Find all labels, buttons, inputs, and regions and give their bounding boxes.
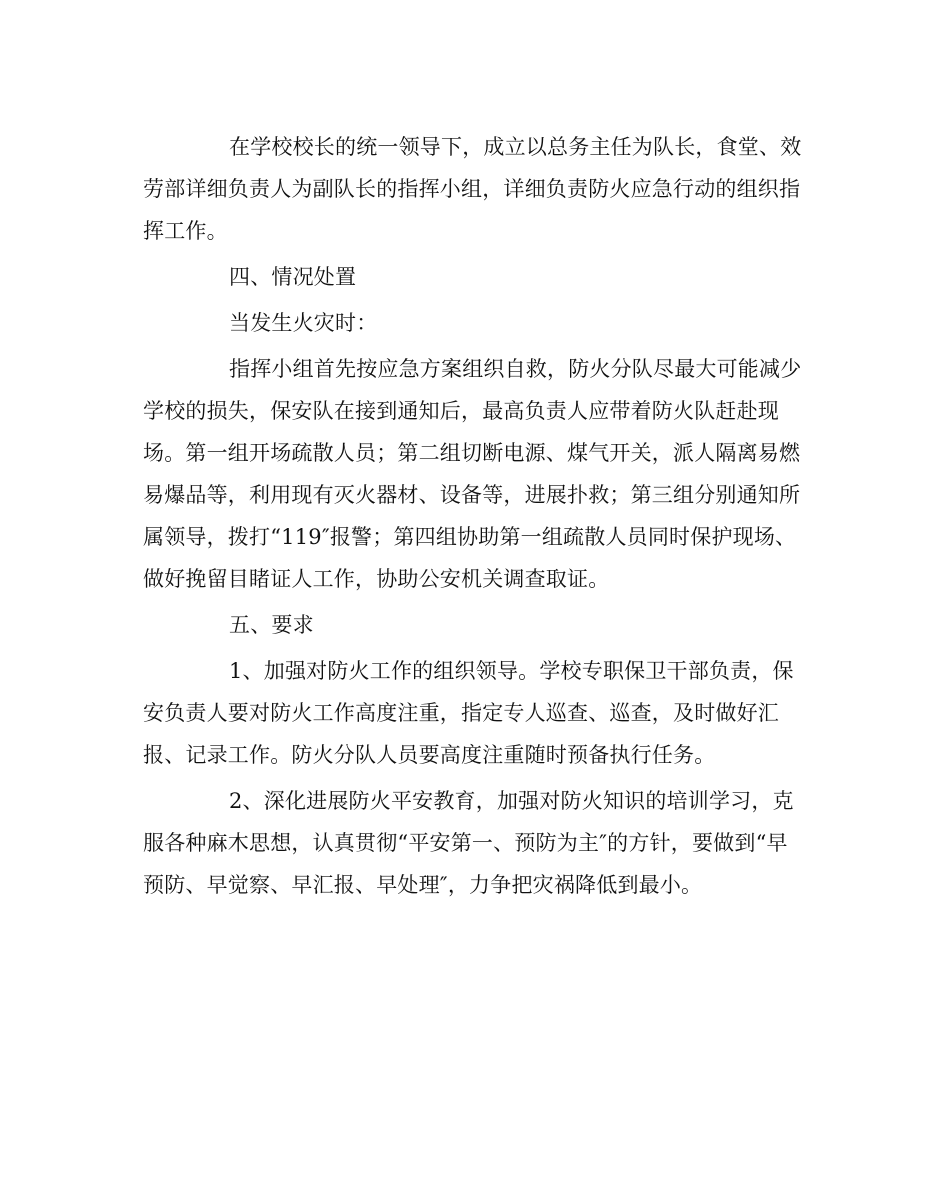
paragraph-command-group: 在学校校长的统一领导下，成立以总务主任为队长，食堂、效劳部详细负责人为副队长的指挥小组，详细负责防火应急行动的组织指挥工作。 — [143, 135, 802, 243]
section-heading-requirements: 五、要求 — [229, 613, 314, 637]
section-heading-situation-handling: 四、情况处置 — [229, 265, 357, 289]
paragraph-requirement-1: 1、加强对防火工作的组织领导。学校专职保卫干部负责，保安负责人要对防火工作高度注重，指定专人巡查、巡查，及时做好汇报、记录工作。防火分队人员要高度注重随时预备执行任务。 — [143, 659, 794, 767]
paragraph-response-procedure: 指挥小组首先按应急方案组织自救，防火分队尽最大可能减少学校的损失，保安队在接到通知后，最高负责人应带着防火队赶赴现场。第一组开场疏散人员；第二组切断电源、煤气开关，派人隔离易燃易爆品等，利用现有灭火器材、设备等，进展扑救；第三组分别通知所属领导，拨打“119″报警；第四组协助第一组疏散人员同时保护现场、做好挽留目睹证人工作，协助公安机关调查取证。 — [143, 357, 802, 591]
paragraph-requirement-2: 2、深化进展防火平安教育，加强对防火知识的培训学习，克服各种麻木思想，认真贯彻“平安第一、预防为主″的方针，要做到“早预防、早觉察、早汇报、早处理″，力争把灾祸降低到最小。 — [143, 789, 794, 897]
document-body — [143, 126, 807, 906]
paragraph-when-fire-occurs: 当发生火灾时： — [229, 311, 378, 335]
